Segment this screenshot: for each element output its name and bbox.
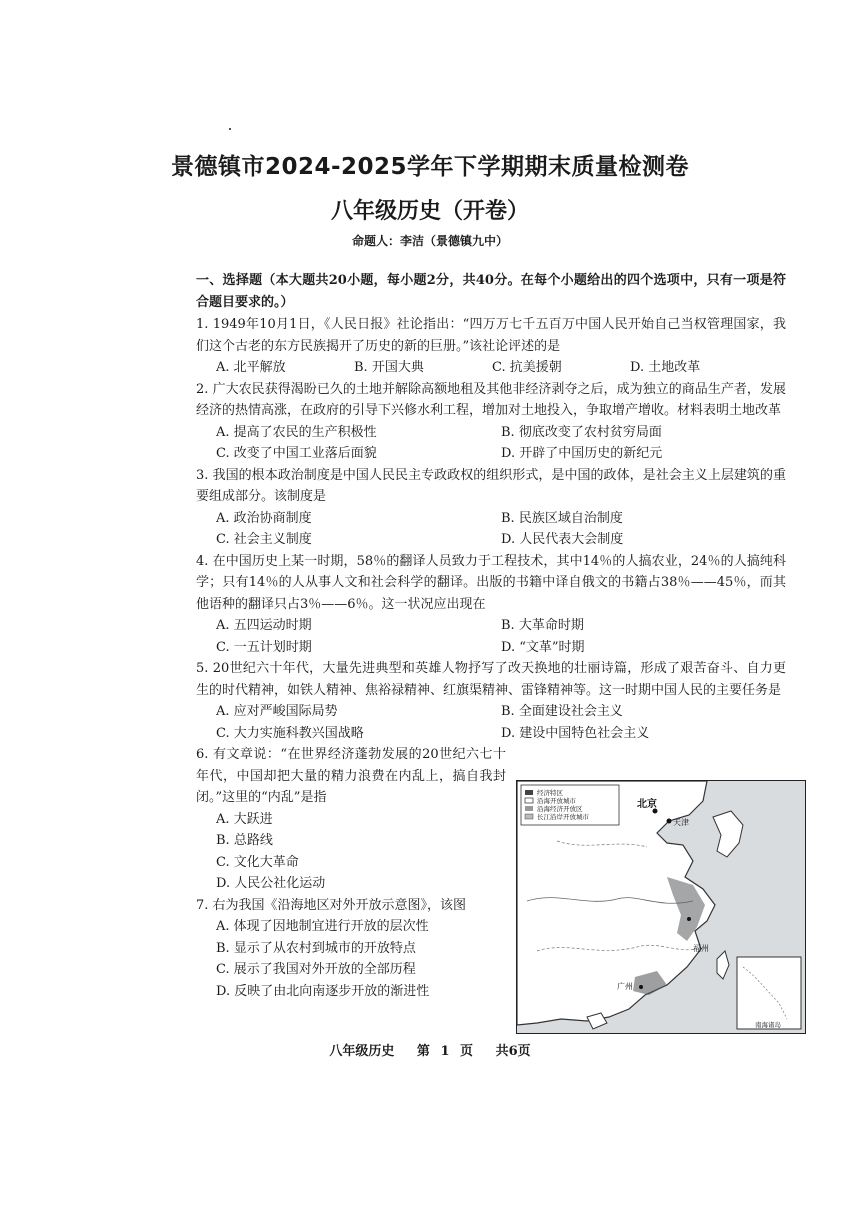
option-c: C. 改变了中国工业落后面貌 — [216, 446, 377, 461]
option-a: A. 大跃进 — [216, 811, 273, 827]
section-heading: 一、选择题（本大题共20小题，每小题2分，共40分。在每个小题给出的四个选项中，只有一项是符合题目要求的。） — [196, 273, 786, 310]
option-c: C. 抗美援朝 — [492, 360, 562, 375]
question-options — [196, 701, 786, 723]
option-a: A. 体现了因地制宜进行开放的层次性 — [216, 919, 429, 934]
option-d: D. 土地改革 — [630, 360, 701, 375]
question-stem: 6. 有文章说：“在世界经济蓬勃发展的20世纪六七十年代，中国却把大量的精力浪费在内乱上，搞自我封闭。”这里的“内乱”是指 — [196, 747, 506, 805]
coastal-opening-map — [516, 780, 806, 1034]
question-stem: 4. 在中国历史上某一时期，58％的翻译人员致力于工程技术，其中14％的人搞农业，24％的人搞纯科学；只有14％的人从事人文和社会科学的翻译。出版的书籍中译自俄文的书籍占38％——45％，而其他语种的翻译只占3％——6％。这一状况应出现在 — [196, 553, 786, 612]
city-label-guangzhou: 广州 — [617, 982, 633, 991]
option-d: D. 反映了由北向南逐步开放的渐进性 — [216, 983, 430, 999]
legend-label: 沿海开放城市 — [537, 797, 576, 805]
question-options — [196, 508, 786, 530]
footer-page: 第 1 页 — [416, 1044, 474, 1059]
question-stem: 1. 1949年10月1日，《人民日报》社论指出：“四万万七千五百万中国人民开始自己当权管理国家，我们这个古老的东方民族揭开了历史的新的巨册。”该社论评述的是 — [196, 317, 786, 354]
option-b: B. 彻底改变了农村贫穷局面 — [501, 424, 662, 440]
option-c: C. 大力实施科教兴国战略 — [216, 725, 364, 741]
option-b: B. 大革命时期 — [501, 618, 584, 633]
question-stem: 7. 右为我国《沿海地区对外开放示意图》，该图 — [196, 897, 467, 913]
question-options — [196, 529, 786, 551]
question-stem: 5. 20世纪六十年代，大量先进典型和英雄人物抒写了改天换地的壮丽诗篇，形成了艰苦奋斗、自力更生的时代精神，如铁人精神、焦裕禄精神、红旗渠精神、雷锋精神等。这一时期中国人民的主要任务是 — [196, 661, 786, 698]
option-b: B. 总路线 — [216, 833, 273, 848]
option-c: C. 社会主义制度 — [216, 532, 312, 547]
question-options — [196, 357, 786, 379]
map-graphic — [517, 781, 805, 1033]
option-c: C. 展示了我国对外开放的全部历程 — [216, 962, 416, 977]
exam-subtitle: 八年级历史（开卷） — [330, 199, 529, 224]
option-a: A. 政治协商制度 — [216, 510, 312, 526]
option-d: D. 人民公社化运动 — [216, 876, 326, 891]
legend-label: 经济特区 — [537, 789, 563, 797]
exam-author: 命题人：李洁（景德镇九中） — [351, 234, 508, 248]
option-b: B. 全面建设社会主义 — [501, 704, 623, 719]
option-c: C. 一五计划时期 — [216, 639, 312, 655]
city-label-beijing: 北京 — [637, 799, 657, 810]
legend-label: 沿海经济开放区 — [537, 805, 583, 813]
question-stem: 2. 广大农民获得渴盼已久的土地并解除高额地租及其他非经济剥夺之后，成为独立的商品生产者，发展经济的热情高涨，在政府的引导下兴修水利工程，增加对土地投入，争取增产增收。材料表明土地改革 — [196, 381, 786, 418]
option-a: A. 北平解放 — [216, 360, 286, 375]
question-options — [196, 443, 786, 465]
question-options — [196, 615, 786, 637]
option-b: B. 民族区域自治制度 — [501, 510, 623, 526]
option-d: D. 开辟了中国历史的新纪元 — [501, 446, 663, 461]
option-b: B. 显示了从农村到城市的开放特点 — [216, 940, 416, 956]
question-options — [196, 637, 786, 659]
page-footer — [0, 1040, 860, 1059]
city-label-fuzhou: 福州 — [693, 944, 709, 953]
scan-speck — [229, 128, 231, 130]
inset-label: 南海诸岛 — [755, 1021, 781, 1029]
option-b: B. 开国大典 — [354, 360, 424, 375]
option-a: A. 提高了农民的生产积极性 — [216, 424, 377, 440]
footer-total: 共6页 — [495, 1044, 531, 1059]
legend-label: 长江沿岸开放城市 — [537, 813, 589, 821]
option-d: D. 建设中国特色社会主义 — [501, 725, 650, 741]
option-d: D. “文革”时期 — [501, 639, 585, 655]
question-options — [196, 422, 786, 444]
footer-subject: 八年级历史 — [329, 1044, 395, 1059]
question-stem: 3. 我国的根本政治制度是中国人民民主专政政权的组织形式，是中国的政体，是社会主义上层建筑的重要组成部分。该制度是 — [196, 467, 786, 504]
option-a: A. 应对严峻国际局势 — [216, 704, 338, 719]
exam-title: 景德镇市2024-2025学年下学期期末质量检测卷 — [170, 154, 690, 180]
option-d: D. 人民代表大会制度 — [501, 532, 624, 547]
option-c: C. 文化大革命 — [216, 854, 299, 870]
city-label-tianjin: 天津 — [673, 818, 689, 827]
option-a: A. 五四运动时期 — [216, 618, 312, 633]
question-options — [196, 723, 786, 745]
